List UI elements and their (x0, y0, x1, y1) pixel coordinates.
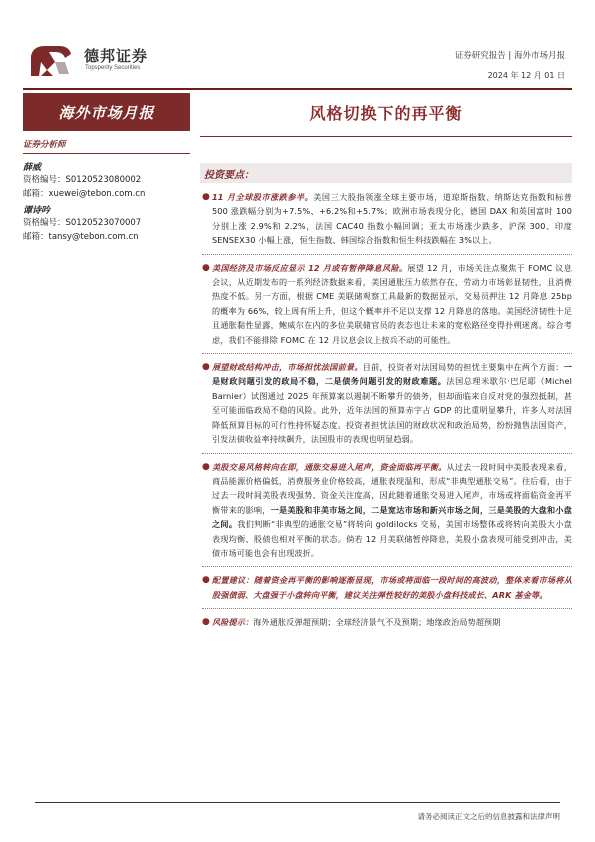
report-category: 海外市场月报 (23, 93, 190, 131)
point-text: 海外通胀反弹超预期；全球经济景气不及预期；地缘政治局势超预期 (253, 617, 501, 628)
dotted-divider (202, 453, 572, 454)
bullet-icon: ● (202, 192, 211, 202)
analyst-block (23, 160, 190, 201)
bullet-icon: ● (202, 362, 211, 373)
brand-name-en: Topsperity Securities (85, 65, 141, 71)
point-emphasis: 一是财政问题引发的政局不稳，二是债务问题引发的财政难题。 (212, 362, 572, 387)
report-date: 2024 年 12 月 01 日 (487, 71, 565, 80)
point-lead: 配置建议：随着资金再平衡的影响逐渐显现，市场或将面临一段时间的高波动，整体来看市场将从股强债弱、大盘强于小盘转向平衡，建议关注弹性较好的美股小盘科技成长、ARK 基金等。 (212, 575, 572, 600)
analyst-cert: 资格编号：S0120523070007 (23, 218, 142, 228)
bullet-icon: ● (202, 617, 211, 628)
analyst-block (23, 203, 190, 244)
report-type: 证券研究报告 | 海外市场月报 (454, 51, 565, 61)
point-text: 美国三大股指领涨全球主要市场，道琼斯指数、纳斯达克指数和标普 500 涨跌幅分别为+7.5%、+6.2%和+5.7%；欧洲市场表现分化，德国 DAX 和英国富时 100 分别上涨 2.9%和 2.2%，法国 CAC40 指数小幅回调；亚太市场涨少跌多，沪深 300、印度 SENSEX30 小幅上涨，恒生指数、韩国综合指数和恒生科技跌幅在 3%以上。 (212, 192, 572, 246)
point-item (202, 190, 572, 248)
point-lead: 风险提示： (212, 617, 254, 628)
brand-name: 德邦证券 (84, 47, 149, 65)
title-divider (200, 136, 572, 137)
analyst-name: 薛威 (23, 163, 42, 173)
analyst-heading: 证券分析师 (23, 138, 190, 154)
page-header (0, 0, 595, 100)
dotted-divider (202, 608, 572, 609)
bullet-icon: ● (202, 461, 211, 472)
page-title: 风格切换下的再平衡 (309, 103, 463, 123)
key-points (202, 190, 572, 630)
analyst-name: 谭诗吟 (23, 206, 51, 216)
dotted-divider (202, 566, 572, 567)
point-lead: 美国经济及市场反应显示 12 月或有暂停降息风险。 (212, 262, 408, 273)
header-divider (23, 88, 572, 90)
point-emphasis: 一是美股和非美市场之间，二是宽达市场和新兴市场之间，三是美股的大盘和小盘之间。 (212, 504, 572, 530)
point-text: 展望 12 月，市场关注点聚焦于 FOMC 议息会议，从近期发布的一系列经济数据来看，美国通胀压力依然存在，劳动力市场彰显韧性，且消费热度不低。另一方面，根据 CME 美联储观察工具最新的数据显示，交易员押注 12 月降息 25bp 的概率为 66%，较上周有所上升，但这个概率并不足以支撑 12 月降息的落地。美国经济韧性十足且通胀黏性显露，鲍威尔在内的多位美联储官员的表态也让未来的宽松路径变得扑朔迷离。综合考虑，我们不能排除 FOMC 在 12 月议息会议上按兵不动的可能性。 (212, 262, 572, 345)
analyst-email: 邮箱：xuewei@tebon.com.cn (23, 189, 146, 199)
analyst-email: 邮箱：tansy@tebon.com.cn (23, 232, 139, 242)
bullet-icon: ● (202, 575, 211, 586)
dotted-divider (202, 353, 572, 354)
analyst-sidebar (23, 138, 190, 244)
point-text-tail: 我们判断“非典型的通胀交易”将转向 goldilocks 交易，美国市场整体或将转向美股大小盘表现均衡、股债也相对平衡的状态。倘若 12 月美联储暂停降息，美股小盘表现可能受到冲击，美债市场可能也会有出现波折。 (212, 519, 572, 558)
analyst-cert: 资格编号：S0120523080002 (23, 175, 142, 185)
point-text: 目前，投资者对法国局势的担忧主要集中在两个方面： (362, 362, 564, 373)
footer-divider (35, 802, 560, 803)
point-lead: 美股交易风格转向在即，通胀交易进入尾声，资金面临再平衡。 (212, 461, 447, 472)
point-lead: 11 月全球股市涨跌参半。 (212, 192, 314, 202)
dotted-divider (202, 254, 572, 255)
key-points-heading: 投资要点： (200, 163, 572, 183)
point-text-tail: 法国总理米歇尔·巴尼耶（Michel Barnier）试图通过 2025 年预算案以遏制不断攀升的债务，但却面临来自反对党的强烈抵制，甚至可能面临政局不稳的风险。此外，近年法国的预算赤字占 GDP 的比重明显攀升，许多人对法国降低预算目标的可行性持怀疑态度。投资者担忧法国的财政状况和政治局势，纷纷抛售法国资产，引发法债收益率持续飙升，法国股市的表现也明显趋弱。 (212, 376, 572, 445)
company-logo-icon (25, 40, 77, 84)
point-item (202, 573, 572, 602)
point-item (202, 615, 572, 629)
bullet-icon: ● (202, 262, 211, 273)
point-lead: 展望财政结构冲击，市场担忧法国前景。 (212, 362, 363, 373)
point-text: 从过去一段时间中美股表现来看，商品能源价格偏低，消费服务业价格较高，通胀表现温和，形成“非典型通胀交易”。往后看，由于过去一段时间美股表现强势、资金关注度高，因此随着通胀交易进入尾声，市场或将面临资金再平衡带来的影响， (212, 461, 572, 515)
point-item (202, 460, 572, 561)
footer-disclaimer: 请务必阅读正文之后的信息披露和法律声明 (417, 812, 560, 821)
point-item (202, 261, 572, 347)
point-item (202, 360, 572, 446)
